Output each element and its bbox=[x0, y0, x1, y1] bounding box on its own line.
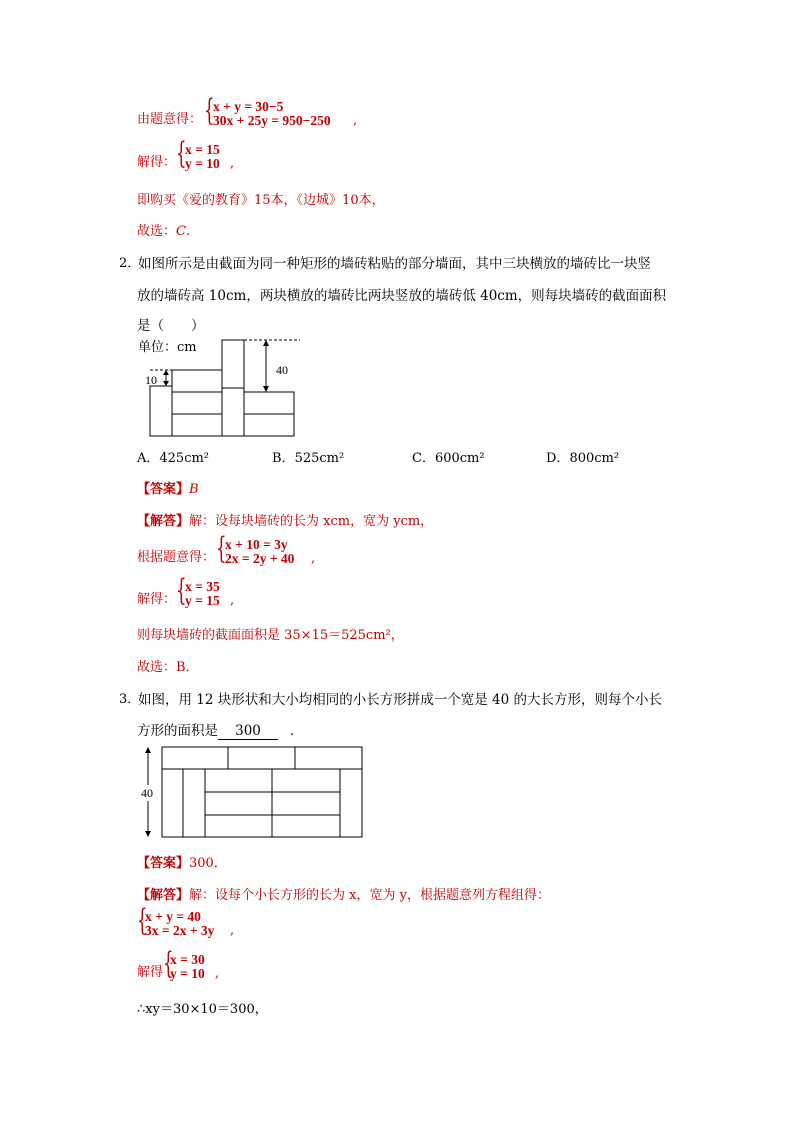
q2-text-line1: 如图所示是由截面为同一种矩形的墙砖粘贴的部分墙面，其中三块横放的墙砖比一块竖 bbox=[138, 256, 651, 272]
q3-answer-blank: 300 bbox=[218, 723, 278, 740]
prev-eq1: x + y = 30−5 bbox=[213, 99, 284, 114]
q3-text-line1: 如图，用 12 块形状和大小均相同的小长方形拼成一个宽是 40 的大长方形，则每个小长 bbox=[138, 692, 663, 708]
sys-label-prev: 由题意得： bbox=[137, 112, 203, 127]
brace-q2-sol: { bbox=[176, 573, 187, 608]
q2-eq2: 2x = 2y + 40 bbox=[225, 551, 295, 566]
q2-option-a bbox=[137, 447, 209, 466]
q2-area-line: 则每块墙砖的截面面积是 35×15＝525cm²， bbox=[137, 628, 404, 643]
prev-sol1: x = 15 bbox=[185, 142, 220, 157]
q2-figure-unit: 单位：cm bbox=[138, 340, 197, 355]
prev-choose-period: . bbox=[185, 224, 191, 239]
q3-solve-label: 解得 bbox=[137, 965, 164, 980]
prev-choose-value: C bbox=[176, 224, 186, 239]
q3-text-line2 bbox=[137, 719, 304, 740]
comma: , bbox=[215, 966, 220, 981]
q3-answer bbox=[137, 852, 227, 871]
q3-number: 3． bbox=[119, 692, 141, 707]
solution-intro-text: 解：设每个小长方形的长为 x，宽为 y，根据题意列方程组得： bbox=[189, 888, 550, 903]
prev-sol2: y = 10 bbox=[185, 156, 220, 171]
label-40: 40 bbox=[276, 363, 288, 377]
prev-choose bbox=[137, 220, 190, 239]
q3-sol2: y = 10 bbox=[170, 966, 205, 981]
q2-text-line3: 是（ ） bbox=[137, 318, 205, 334]
q2-text-line2: 放的墙砖高 10cm，两块横放的墙砖比两块竖放的墙砖低 40cm，则每块墙砖的截面面积 bbox=[137, 288, 667, 304]
brace-prev-sys: { bbox=[204, 93, 215, 128]
q3-solution-intro bbox=[137, 884, 550, 903]
q3-text-pre: 方形的面积是 bbox=[137, 723, 218, 739]
option-value: 525cm² bbox=[294, 451, 345, 466]
q2-option-d bbox=[546, 447, 619, 466]
q3-text-post: ． bbox=[290, 723, 304, 739]
option-value: 425cm² bbox=[159, 451, 210, 466]
option-value: 800cm² bbox=[569, 451, 620, 466]
q2-answer bbox=[137, 478, 199, 497]
q3-eq2: 3x = 2x + 3y bbox=[145, 923, 215, 938]
q3-final-line: ∴xy＝30×10＝300， bbox=[137, 1002, 268, 1017]
q2-solution-intro bbox=[137, 510, 433, 529]
answer-value: B bbox=[189, 482, 199, 497]
solution-tag: 【解答】 bbox=[137, 514, 190, 529]
answer-tag: 【答案】 bbox=[137, 856, 190, 871]
label-10: 10 bbox=[145, 373, 157, 387]
q2-wall-figure bbox=[140, 336, 310, 441]
comma: , bbox=[230, 593, 235, 608]
q2-solve-label: 解得： bbox=[137, 592, 177, 607]
q2-sys-label: 根据题意得： bbox=[137, 550, 216, 565]
answer-tag: 【答案】 bbox=[137, 482, 190, 497]
brace-q3-sol: { bbox=[163, 946, 174, 981]
q2-option-b bbox=[272, 447, 344, 466]
label-40: 40 bbox=[141, 786, 153, 800]
comma: , bbox=[230, 923, 235, 938]
prev-choose-label: 故选： bbox=[137, 224, 177, 239]
q2-number: 2． bbox=[119, 256, 141, 271]
brace-q3-sys: { bbox=[137, 903, 148, 938]
solution-intro-text: 解：设每块墙砖的长为 xcm，宽为 ycm， bbox=[189, 514, 434, 529]
option-letter: C． bbox=[412, 451, 435, 466]
option-letter: D． bbox=[546, 451, 570, 466]
q3-rectangle-figure bbox=[138, 745, 368, 841]
option-letter: A． bbox=[137, 451, 160, 466]
prev-conclusion: 即购买《爱的教育》15本，《边城》10本， bbox=[137, 193, 385, 208]
q3-sol1: x = 30 bbox=[170, 952, 205, 967]
brace-q2-sys: { bbox=[216, 531, 227, 566]
q2-eq1: x + 10 = 3y bbox=[225, 537, 288, 552]
comma: , bbox=[230, 156, 235, 171]
q2-choose: 故选：B． bbox=[137, 660, 199, 675]
answer-value: 300． bbox=[189, 856, 227, 871]
comma: , bbox=[353, 113, 358, 128]
option-value: 600cm² bbox=[434, 451, 485, 466]
q2-option-c bbox=[412, 447, 485, 466]
comma: , bbox=[311, 551, 316, 566]
prev-eq2: 30x + 25y = 950−250 bbox=[213, 113, 331, 128]
solution-tag: 【解答】 bbox=[137, 888, 190, 903]
q2-sol2: y = 15 bbox=[185, 593, 220, 608]
solve-label-prev: 解得： bbox=[137, 155, 177, 170]
option-letter: B． bbox=[272, 451, 295, 466]
q3-eq1: x + y = 40 bbox=[145, 909, 201, 924]
q2-sol1: x = 35 bbox=[185, 579, 220, 594]
brace-prev-sol: { bbox=[176, 136, 187, 171]
